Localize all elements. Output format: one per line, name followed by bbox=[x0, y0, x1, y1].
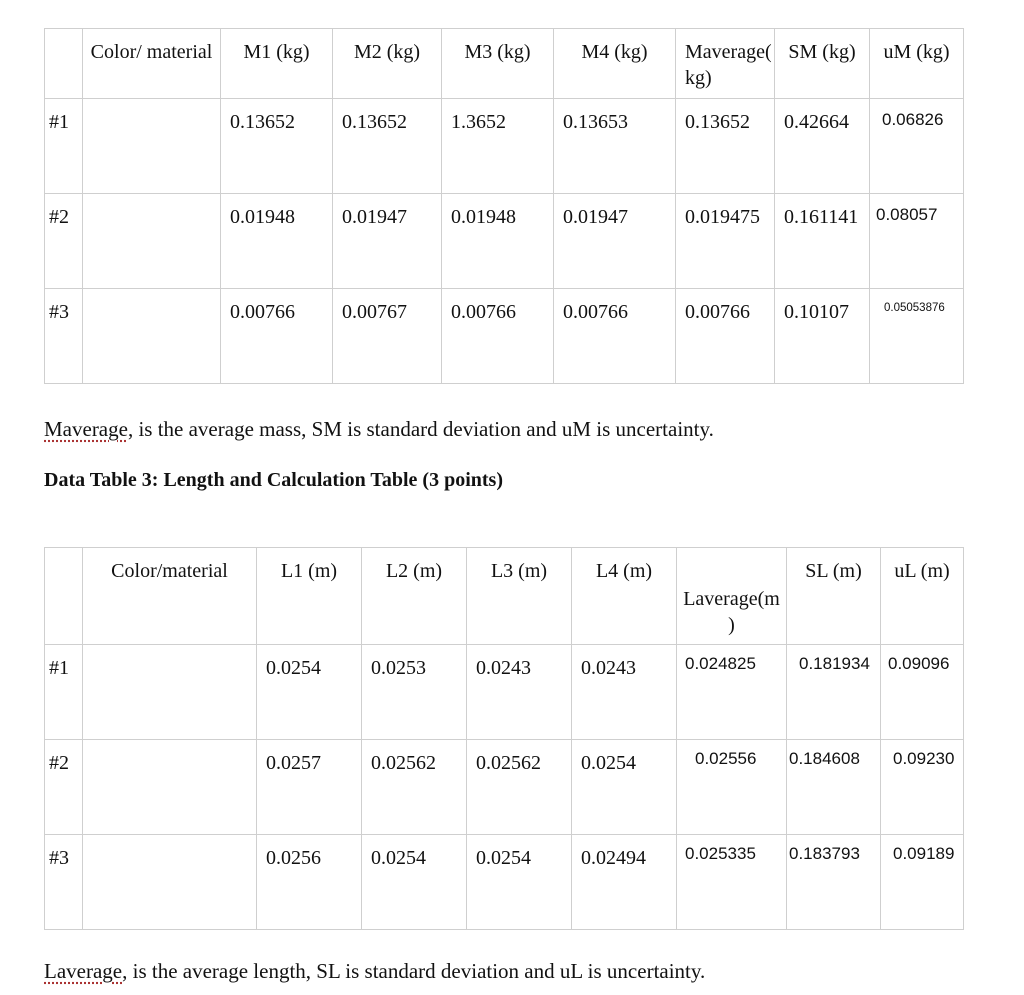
cell-ul: 0.09230 bbox=[881, 740, 964, 835]
header-color-material: Color/material bbox=[83, 548, 257, 645]
table-row bbox=[45, 835, 964, 930]
cell-m4: 0.01947 bbox=[554, 194, 676, 289]
cell-maverage: 0.019475 bbox=[676, 194, 775, 289]
cell-sl: 0.181934 bbox=[787, 645, 881, 740]
header-laverage: Laverage(m ) bbox=[677, 548, 787, 645]
cell-l2: 0.0254 bbox=[362, 835, 467, 930]
header-sm: SM (kg) bbox=[775, 29, 870, 99]
cell-laverage: 0.024825 bbox=[677, 645, 787, 740]
row-id: #3 bbox=[45, 835, 83, 930]
length-table-caption bbox=[44, 958, 705, 984]
cell-laverage: 0.02556 bbox=[677, 740, 787, 835]
length-table bbox=[44, 547, 964, 930]
header-empty bbox=[45, 548, 83, 645]
header-m2: M2 (kg) bbox=[333, 29, 442, 99]
cell-l3: 0.0243 bbox=[467, 645, 572, 740]
cell-m1: 0.00766 bbox=[221, 289, 333, 384]
table-row bbox=[45, 289, 964, 384]
header-l4: L4 (m) bbox=[572, 548, 677, 645]
cell-sl: 0.183793 bbox=[787, 835, 881, 930]
cell-l4: 0.0254 bbox=[572, 740, 677, 835]
table-row bbox=[45, 740, 964, 835]
mass-table bbox=[44, 28, 964, 384]
cell-l2: 0.02562 bbox=[362, 740, 467, 835]
row-id: #2 bbox=[45, 740, 83, 835]
cell-sm: 0.10107 bbox=[775, 289, 870, 384]
cell-m3: 1.3652 bbox=[442, 99, 554, 194]
header-l3: L3 (m) bbox=[467, 548, 572, 645]
header-ul: uL (m) bbox=[881, 548, 964, 645]
cell-maverage: 0.00766 bbox=[676, 289, 775, 384]
row-color bbox=[83, 835, 257, 930]
header-sl: SL (m) bbox=[787, 548, 881, 645]
cell-m2: 0.01947 bbox=[333, 194, 442, 289]
cell-l1: 0.0254 bbox=[257, 645, 362, 740]
cell-l1: 0.0256 bbox=[257, 835, 362, 930]
row-color bbox=[83, 99, 221, 194]
row-color bbox=[83, 289, 221, 384]
header-color-material: Color/ material bbox=[83, 29, 221, 99]
cell-m4: 0.00766 bbox=[554, 289, 676, 384]
header-um: uM (kg) bbox=[870, 29, 964, 99]
cell-laverage: 0.025335 bbox=[677, 835, 787, 930]
cell-ul: 0.09189 bbox=[881, 835, 964, 930]
cell-m1: 0.01948 bbox=[221, 194, 333, 289]
header-m3: M3 (kg) bbox=[442, 29, 554, 99]
cell-m3: 0.00766 bbox=[442, 289, 554, 384]
row-color bbox=[83, 645, 257, 740]
caption-term: Laverage bbox=[44, 959, 123, 983]
header-l1: L1 (m) bbox=[257, 548, 362, 645]
cell-l2: 0.0253 bbox=[362, 645, 467, 740]
cell-m2: 0.00767 bbox=[333, 289, 442, 384]
table-row bbox=[45, 99, 964, 194]
cell-um: 0.08057 bbox=[870, 194, 964, 289]
cell-m1: 0.13652 bbox=[221, 99, 333, 194]
mass-table-header-row bbox=[45, 29, 964, 99]
cell-l3: 0.02562 bbox=[467, 740, 572, 835]
length-table-header-row bbox=[45, 548, 964, 645]
cell-m3: 0.01948 bbox=[442, 194, 554, 289]
cell-sl: 0.184608 bbox=[787, 740, 881, 835]
cell-ul: 0.09096 bbox=[881, 645, 964, 740]
cell-um: 0.05053876 bbox=[870, 289, 964, 384]
cell-l4: 0.02494 bbox=[572, 835, 677, 930]
cell-sm: 0.42664 bbox=[775, 99, 870, 194]
data-table-3-heading: Data Table 3: Length and Calculation Table (3 points) bbox=[44, 469, 503, 491]
mass-table-caption bbox=[44, 416, 714, 442]
header-empty bbox=[45, 29, 83, 99]
caption-term: Maverage bbox=[44, 417, 128, 441]
cell-maverage: 0.13652 bbox=[676, 99, 775, 194]
caption-text: , is the average mass, SM is standard deviation and uM is uncertainty. bbox=[127, 417, 714, 441]
header-maverage: Maverage( kg) bbox=[676, 29, 775, 99]
header-m1: M1 (kg) bbox=[221, 29, 333, 99]
header-m4: M4 (kg) bbox=[554, 29, 676, 99]
row-id: #1 bbox=[45, 645, 83, 740]
row-color bbox=[83, 194, 221, 289]
table-row bbox=[45, 645, 964, 740]
row-id: #2 bbox=[45, 194, 83, 289]
cell-um: 0.06826 bbox=[870, 99, 964, 194]
table-row bbox=[45, 194, 964, 289]
row-color bbox=[83, 740, 257, 835]
cell-l3: 0.0254 bbox=[467, 835, 572, 930]
cell-m2: 0.13652 bbox=[333, 99, 442, 194]
row-id: #1 bbox=[45, 99, 83, 194]
cell-l4: 0.0243 bbox=[572, 645, 677, 740]
cell-m4: 0.13653 bbox=[554, 99, 676, 194]
caption-text: , is the average length, SL is standard deviation and uL is uncertainty. bbox=[122, 959, 706, 983]
cell-l1: 0.0257 bbox=[257, 740, 362, 835]
cell-sm: 0.161141 bbox=[775, 194, 870, 289]
row-id: #3 bbox=[45, 289, 83, 384]
header-l2: L2 (m) bbox=[362, 548, 467, 645]
